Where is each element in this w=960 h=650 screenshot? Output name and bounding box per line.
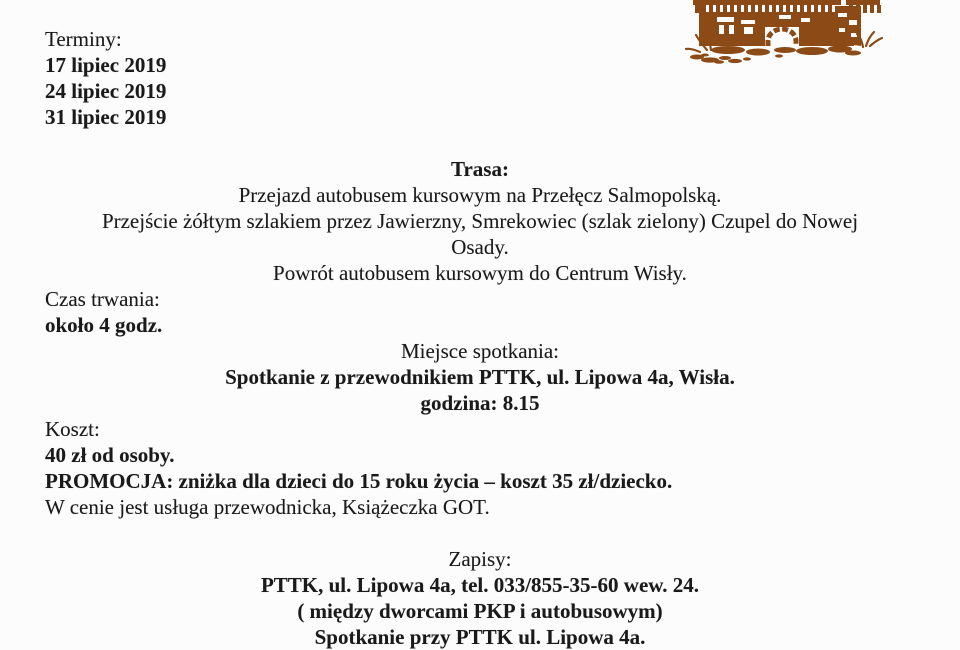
meeting-heading: Miejsce spotkania: (400, 339, 560, 363)
route-line-2: Przejście żółtym szlakiem przez Jawierzny, Smrekowiec (szlak zielony) Czupel do Nowej (101, 209, 859, 233)
signup-contact: PTTK, ul. Lipowa 4a, tel. 033/855-35-60 wew. 24. (260, 573, 700, 597)
cost-price: 40 zł od osoby. (45, 443, 175, 467)
date-line-3: 31 lipiec 2019 (45, 105, 167, 129)
route-line-3: Osady. (451, 235, 509, 259)
cost-promo: PROMOCJA: zniżka dla dzieci do 15 roku życia – koszt 35 zł/dziecko. (45, 469, 673, 493)
signup-location-note: ( między dworcami PKP i autobusowym) (297, 599, 663, 623)
meeting-place: Spotkanie z przewodnikiem PTTK, ul. Lipowa 4a, Wisła. (225, 365, 735, 389)
duration-value: około 4 godz. (45, 313, 163, 337)
signup-meeting: Spotkanie przy PTTK ul. Lipowa 4a. (314, 625, 646, 649)
dates-label: Terminy: (45, 27, 122, 51)
date-line-2: 24 lipiec 2019 (45, 79, 167, 103)
cost-included: W cenie jest usługa przewodnicka, Książeczka GOT. (45, 495, 490, 519)
route-line-1: Przejazd autobusem kursowym na Przełęcz Salmopolską. (238, 183, 722, 207)
signup-heading: Zapisy: (448, 547, 512, 571)
date-line-1: 17 lipiec 2019 (45, 53, 167, 77)
meeting-time: godzina: 8.15 (420, 391, 540, 415)
blank-line (45, 130, 915, 156)
route-line-4: Powrót autobusem kursowym do Centrum Wisły. (273, 261, 687, 285)
cost-label: Koszt: (45, 417, 100, 441)
blank-line (45, 520, 915, 546)
duration-label: Czas trwania: (45, 287, 160, 311)
route-heading: Trasa: (451, 157, 509, 181)
